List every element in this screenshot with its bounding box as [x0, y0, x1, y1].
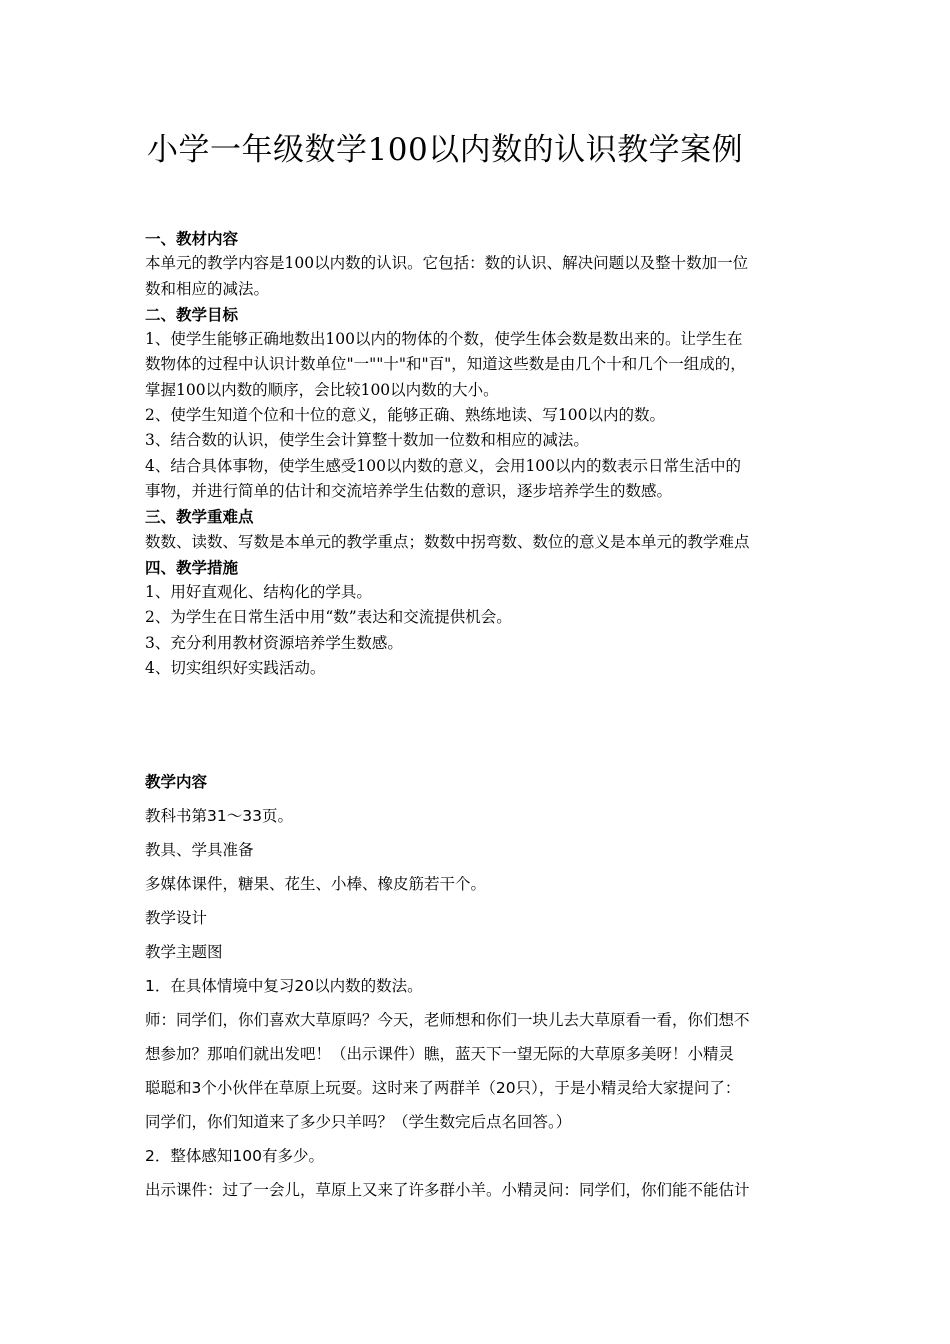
heading-measures: 四、教学措施: [145, 557, 239, 577]
paragraph-line: 1、用好直观化、结构化的学具。: [145, 583, 372, 602]
paragraph-line: 教科书第31～33页。: [145, 807, 293, 825]
heading-lesson-content: 教学内容: [145, 772, 208, 791]
heading-materials: 一、教材内容: [145, 229, 239, 248]
paragraph-line: 聪聪和3个小伙伴在草原上玩耍。这时来了两群羊（20只），于是小精灵给大家提问了：: [145, 1079, 741, 1097]
paragraph-line: 数和相应的减法。: [145, 279, 270, 298]
paragraph-line: 想参加？那咱们就出发吧！（出示课件）瞧，蓝天下一望无际的大草原多美呀！小精灵: [145, 1045, 735, 1063]
paragraph-line: 教学设计: [145, 909, 208, 927]
paragraph-line: 多媒体课件，糖果、花生、小棒、橡皮筋若干个。: [145, 875, 487, 893]
paragraph-line: 本单元的教学内容是100以内数的认识。它包括：数的认识、解决问题以及整十数加一位: [145, 254, 749, 273]
heading-key-points: 三、教学重难点: [145, 507, 254, 527]
paragraph-line: 数物体的过程中认识计数单位"一""十"和"百"，知道这些数是由几个十和几个一组成的，: [145, 355, 746, 374]
paragraph-line: 教学主题图: [145, 943, 223, 961]
paragraph-line: 同学们，你们知道来了多少只羊吗？（学生数完后点名回答。）: [145, 1113, 572, 1131]
paragraph-line: 3、结合数的认识，使学生会计算整十数加一位数和相应的减法。: [145, 431, 589, 450]
document-title: 小学一年级数学100以内数的认识教学案例: [147, 132, 744, 168]
paragraph-line: 师：同学们，你们喜欢大草原吗？今天，老师想和你们一块儿去大草原看一看，你们想不: [145, 1011, 750, 1029]
paragraph-line: 1、使学生能够正确地数出100以内的物体的个数，使学生体会数是数出来的。让学生在: [145, 330, 743, 349]
paragraph-line: 1．在具体情境中复习20以内数的数法。: [145, 977, 423, 995]
paragraph-line: 3、充分利用教材资源培养学生数感。: [145, 633, 403, 652]
paragraph-line: 2．整体感知100有多少。: [145, 1147, 324, 1165]
paragraph-line: 2、为学生在日常生活中用“数”表达和交流提供机会。: [145, 608, 512, 627]
paragraph-line: 教具、学具准备: [145, 841, 254, 859]
paragraph-line: 数数、读数、写数是本单元的教学重点；数数中拐弯数、数位的意义是本单元的教学难点: [145, 532, 750, 551]
section-overview: [145, 226, 825, 681]
paragraph-line: 2、使学生知道个位和十位的意义，能够正确、熟练地读、写100以内的数。: [145, 406, 665, 425]
section-lesson: [145, 770, 825, 1212]
paragraph-line: 事物，并进行简单的估计和交流培养学生估数的意识，逐步培养学生的数感。: [145, 481, 673, 500]
paragraph-line: 掌握100以内数的顺序，会比较100以内数的大小。: [145, 380, 499, 399]
paragraph-line: 4、结合具体事物，使学生感受100以内数的意义，会用100以内的数表示日常生活中的: [145, 456, 742, 475]
paragraph-line: 4、切实组织好实践活动。: [145, 659, 326, 678]
heading-goals: 二、教学目标: [145, 304, 239, 324]
paragraph-line: 出示课件：过了一会儿，草原上又来了许多群小羊。小精灵问：同学们，你们能不能估计: [145, 1181, 750, 1199]
